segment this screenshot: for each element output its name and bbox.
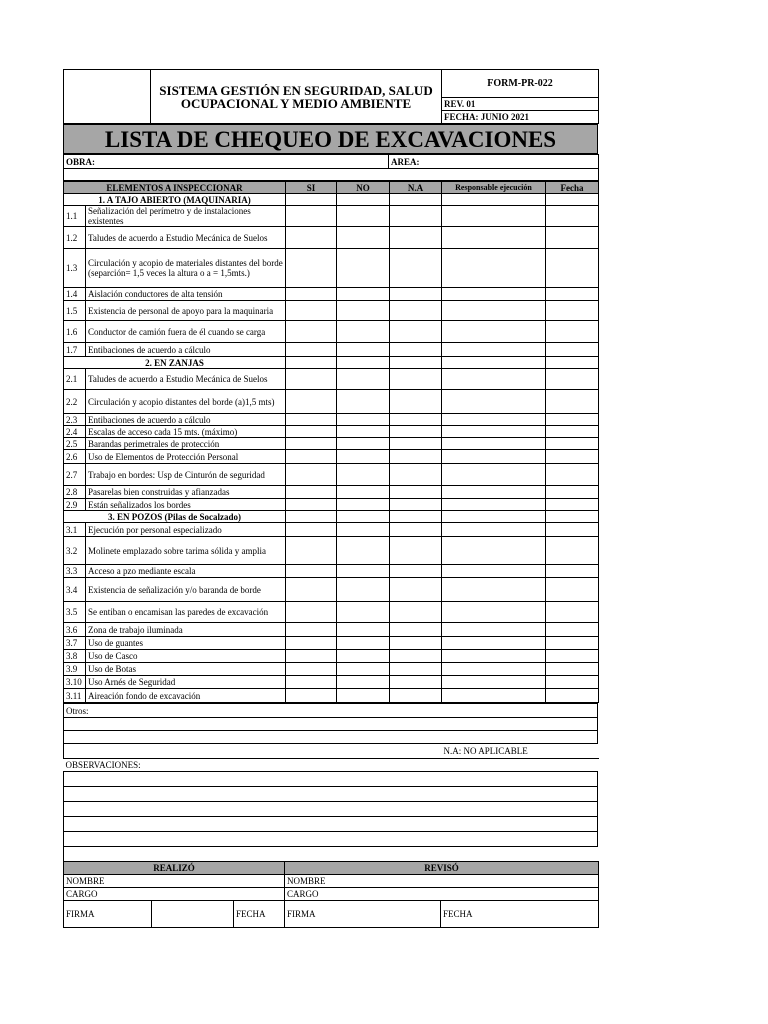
checklist-body	[64, 194, 599, 703]
fecha-cell[interactable]	[546, 206, 599, 227]
responsable-cell[interactable]	[442, 438, 546, 450]
fecha-cell[interactable]	[546, 486, 599, 499]
check-cell	[442, 357, 546, 369]
responsable-cell[interactable]	[442, 426, 546, 438]
na-cell[interactable]	[390, 578, 442, 602]
item-number: 3.1	[64, 523, 86, 537]
fecha-cell[interactable]	[546, 450, 599, 464]
no-cell[interactable]	[337, 578, 390, 602]
si-cell[interactable]	[286, 206, 337, 227]
reviso-cargo-field[interactable]: CARGO	[285, 887, 599, 900]
fecha-cell[interactable]	[546, 523, 599, 537]
fecha-cell[interactable]	[546, 414, 599, 426]
item-number: 3.11	[64, 689, 86, 703]
item-text: Trabajo en bordes: Usp de Cinturón de seguridad	[86, 464, 286, 486]
si-cell[interactable]	[286, 486, 337, 499]
col-header-fecha: Fecha	[546, 182, 599, 194]
na-cell[interactable]	[390, 288, 442, 301]
signature-block	[63, 861, 599, 928]
table-row	[64, 623, 599, 637]
table-row	[64, 390, 599, 414]
no-cell[interactable]	[337, 464, 390, 486]
no-cell[interactable]	[337, 343, 390, 357]
item-number: 1.2	[64, 227, 86, 249]
item-number: 3.2	[64, 537, 86, 565]
na-cell[interactable]	[390, 676, 442, 689]
si-cell[interactable]	[286, 464, 337, 486]
observaciones-line[interactable]	[64, 802, 598, 817]
responsable-cell[interactable]	[442, 650, 546, 663]
item-number: 3.5	[64, 602, 86, 623]
na-cell[interactable]	[390, 390, 442, 414]
item-text: Conductor de camión fuera de él cuando se carga	[86, 321, 286, 343]
table-row	[64, 486, 599, 499]
responsable-cell[interactable]	[442, 565, 546, 578]
na-cell[interactable]	[390, 343, 442, 357]
na-cell[interactable]	[390, 663, 442, 676]
no-cell[interactable]	[337, 426, 390, 438]
no-cell[interactable]	[337, 523, 390, 537]
responsable-cell[interactable]	[442, 523, 546, 537]
responsable-cell[interactable]	[442, 676, 546, 689]
no-cell[interactable]	[337, 227, 390, 249]
item-number: 1.5	[64, 301, 86, 321]
observaciones-block	[63, 759, 598, 861]
item-number: 2.6	[64, 450, 86, 464]
item-text: Existencia de señalización y/o baranda de borde	[86, 578, 286, 602]
check-cell	[442, 511, 546, 523]
item-text: Señalización del perímetro y de instalaciones existentes	[86, 206, 286, 227]
section-title: 3. EN POZOS (Pilas de Socalzado)	[64, 511, 286, 523]
si-cell[interactable]	[286, 602, 337, 623]
item-text: Uso de Casco	[86, 650, 286, 663]
spacer-row	[64, 169, 599, 181]
table-row	[64, 227, 599, 249]
responsable-cell[interactable]	[442, 602, 546, 623]
si-cell[interactable]	[286, 523, 337, 537]
col-header-responsable: Responsable ejecución	[442, 182, 546, 194]
no-cell[interactable]	[337, 689, 390, 703]
na-cell[interactable]	[390, 689, 442, 703]
item-text: Barandas perimetrales de protección	[86, 438, 286, 450]
col-header-no: NO	[337, 182, 390, 194]
blank-row[interactable]	[64, 718, 598, 731]
checklist-table	[63, 181, 599, 703]
item-number: 1.4	[64, 288, 86, 301]
fecha-cell[interactable]	[546, 426, 599, 438]
responsable-cell[interactable]	[442, 663, 546, 676]
logo-area	[64, 70, 151, 124]
na-cell[interactable]	[390, 464, 442, 486]
check-cell	[546, 511, 599, 523]
section-title: 1. A TAJO ABIERTO (MAQUINARIA)	[64, 194, 286, 206]
item-text: Taludes de acuerdo a Estudio Mecánica de Suelos	[86, 369, 286, 390]
si-cell[interactable]	[286, 676, 337, 689]
fecha-cell[interactable]	[546, 676, 599, 689]
item-text: Ejecución por personal especializado	[86, 523, 286, 537]
item-number: 2.1	[64, 369, 86, 390]
na-cell[interactable]	[390, 227, 442, 249]
item-text: Zona de trabajo iluminada	[86, 623, 286, 637]
no-cell[interactable]	[337, 602, 390, 623]
form-header	[63, 69, 599, 124]
no-cell[interactable]	[337, 321, 390, 343]
fecha-cell[interactable]	[546, 227, 599, 249]
table-row	[64, 438, 599, 450]
check-cell	[286, 194, 337, 206]
check-cell	[286, 357, 337, 369]
si-cell[interactable]	[286, 499, 337, 511]
responsable-cell[interactable]	[442, 288, 546, 301]
otros-block	[63, 703, 598, 744]
si-cell[interactable]	[286, 565, 337, 578]
si-cell[interactable]	[286, 426, 337, 438]
na-cell[interactable]	[390, 523, 442, 537]
no-cell[interactable]	[337, 676, 390, 689]
fecha-cell[interactable]	[546, 390, 599, 414]
section-header	[64, 511, 599, 523]
fecha-cell[interactable]	[546, 288, 599, 301]
fecha-cell[interactable]	[546, 343, 599, 357]
table-row	[64, 301, 599, 321]
table-row	[64, 689, 599, 703]
item-number: 2.9	[64, 499, 86, 511]
obra-field[interactable]: OBRA:	[64, 155, 389, 169]
no-cell[interactable]	[337, 369, 390, 390]
no-cell[interactable]	[337, 537, 390, 565]
no-cell[interactable]	[337, 414, 390, 426]
check-cell	[546, 357, 599, 369]
check-cell	[442, 194, 546, 206]
item-text: Taludes de acuerdo a Estudio Mecánica de Suelos	[86, 227, 286, 249]
item-text: Se entiban o encamisan las paredes de excavación	[86, 602, 286, 623]
check-cell	[390, 357, 442, 369]
item-text: Uso Arnés de Seguridad	[86, 676, 286, 689]
reviso-header: REVISÓ	[285, 861, 599, 874]
no-cell[interactable]	[337, 650, 390, 663]
realizo-firma-field[interactable]: FIRMA	[64, 900, 152, 927]
si-cell[interactable]	[286, 390, 337, 414]
na-cell[interactable]	[390, 450, 442, 464]
item-number: 3.4	[64, 578, 86, 602]
si-cell[interactable]	[286, 537, 337, 565]
observaciones-line[interactable]	[64, 847, 598, 861]
observaciones-line[interactable]	[64, 787, 598, 802]
fecha-cell[interactable]	[546, 623, 599, 637]
responsable-cell[interactable]	[442, 537, 546, 565]
table-row	[64, 343, 599, 357]
si-cell[interactable]	[286, 637, 337, 650]
item-text: Entibaciones de acuerdo a cálculo	[86, 414, 286, 426]
si-cell[interactable]	[286, 578, 337, 602]
otros-field[interactable]: Otros:	[64, 704, 598, 718]
table-row	[64, 676, 599, 689]
responsable-cell[interactable]	[442, 321, 546, 343]
na-cell[interactable]	[390, 499, 442, 511]
revision: REV. 01	[442, 98, 599, 111]
check-cell	[337, 357, 390, 369]
table-row	[64, 523, 599, 537]
na-cell[interactable]	[390, 369, 442, 390]
item-text: Uso de guantes	[86, 637, 286, 650]
item-number: 2.3	[64, 414, 86, 426]
si-cell[interactable]	[286, 438, 337, 450]
observaciones-label: OBSERVACIONES:	[65, 759, 141, 770]
item-text: Están señalizados los bordes	[86, 499, 286, 511]
item-text: Aislación conductores de alta tensión	[86, 288, 286, 301]
table-row	[64, 288, 599, 301]
realizo-cargo-field[interactable]: CARGO	[64, 887, 285, 900]
form-date: FECHA: JUNIO 2021	[442, 111, 599, 124]
fecha-cell[interactable]	[546, 321, 599, 343]
item-text: Uso de Botas	[86, 663, 286, 676]
si-cell[interactable]	[286, 623, 337, 637]
no-cell[interactable]	[337, 301, 390, 321]
responsable-cell[interactable]	[442, 369, 546, 390]
item-number: 3.10	[64, 676, 86, 689]
item-number: 2.2	[64, 390, 86, 414]
table-row	[64, 206, 599, 227]
responsable-cell[interactable]	[442, 206, 546, 227]
item-number: 1.6	[64, 321, 86, 343]
si-cell[interactable]	[286, 414, 337, 426]
fecha-cell[interactable]	[546, 499, 599, 511]
checklist-form	[63, 69, 598, 928]
form-code: FORM-PR-022	[442, 70, 599, 98]
fecha-cell[interactable]	[546, 301, 599, 321]
check-cell	[390, 511, 442, 523]
na-cell[interactable]	[390, 321, 442, 343]
na-cell[interactable]	[390, 623, 442, 637]
item-text: Circulación y acopio distantes del borde (a)1,5 mts)	[86, 390, 286, 414]
responsable-cell[interactable]	[442, 301, 546, 321]
responsable-cell[interactable]	[442, 623, 546, 637]
si-cell[interactable]	[286, 321, 337, 343]
no-cell[interactable]	[337, 249, 390, 288]
table-row	[64, 426, 599, 438]
item-number: 3.7	[64, 637, 86, 650]
item-number: 3.8	[64, 650, 86, 663]
fecha-cell[interactable]	[546, 689, 599, 703]
fecha-cell[interactable]	[546, 249, 599, 288]
table-row	[64, 369, 599, 390]
si-cell[interactable]	[286, 689, 337, 703]
fecha-cell[interactable]	[546, 637, 599, 650]
item-number: 3.3	[64, 565, 86, 578]
reviso-fecha-field[interactable]: FECHA	[441, 900, 599, 927]
table-row	[64, 663, 599, 676]
table-row	[64, 637, 599, 650]
fecha-cell[interactable]	[546, 578, 599, 602]
realizo-nombre-field[interactable]: NOMBRE	[64, 874, 285, 887]
item-number: 1.7	[64, 343, 86, 357]
item-number: 2.5	[64, 438, 86, 450]
item-number: 3.9	[64, 663, 86, 676]
check-cell	[337, 511, 390, 523]
item-number: 2.7	[64, 464, 86, 486]
check-cell	[546, 194, 599, 206]
na-legend: N.A: NO APLICABLE	[442, 744, 599, 758]
si-cell[interactable]	[286, 650, 337, 663]
no-cell[interactable]	[337, 390, 390, 414]
item-text: Escalas de acceso cada 15 mts. (máximo)	[86, 426, 286, 438]
item-text: Entibaciones de acuerdo a cálculo	[86, 343, 286, 357]
item-text: Aireación fondo de excavación	[86, 689, 286, 703]
responsable-cell[interactable]	[442, 464, 546, 486]
table-row	[64, 650, 599, 663]
item-text: Existencia de personal de apoyo para la maquinaria	[86, 301, 286, 321]
no-cell[interactable]	[337, 663, 390, 676]
na-cell[interactable]	[390, 602, 442, 623]
table-row	[64, 464, 599, 486]
responsable-cell[interactable]	[442, 486, 546, 499]
fecha-cell[interactable]	[546, 565, 599, 578]
table-row	[64, 499, 599, 511]
fecha-cell[interactable]	[546, 537, 599, 565]
area-field[interactable]: AREA:	[389, 155, 599, 169]
item-number: 2.8	[64, 486, 86, 499]
item-text: Acceso a pzo mediante escala	[86, 565, 286, 578]
org-title: SISTEMA GESTIÓN EN SEGURIDAD, SALUD OCUPACIONAL Y MEDIO AMBIENTE	[151, 70, 442, 124]
observaciones-line[interactable]	[64, 832, 598, 847]
check-cell	[337, 194, 390, 206]
table-row	[64, 578, 599, 602]
col-header-na: N.A	[390, 182, 442, 194]
item-number: 1.1	[64, 206, 86, 227]
na-cell[interactable]	[390, 249, 442, 288]
table-row	[64, 450, 599, 464]
section-header	[64, 194, 599, 206]
section-title: 2. EN ZANJAS	[64, 357, 286, 369]
responsable-cell[interactable]	[442, 499, 546, 511]
si-cell[interactable]	[286, 369, 337, 390]
na-note-row	[63, 744, 599, 759]
fecha-cell[interactable]	[546, 369, 599, 390]
table-row	[64, 602, 599, 623]
no-cell[interactable]	[337, 499, 390, 511]
no-cell[interactable]	[337, 438, 390, 450]
na-cell[interactable]	[390, 537, 442, 565]
blank-row[interactable]	[64, 731, 598, 744]
fecha-cell[interactable]	[546, 602, 599, 623]
col-header-si: SI	[286, 182, 337, 194]
na-cell[interactable]	[390, 650, 442, 663]
si-cell[interactable]	[286, 249, 337, 288]
na-cell[interactable]	[390, 565, 442, 578]
page-title: LISTA DE CHEQUEO DE EXCAVACIONES	[64, 125, 598, 154]
item-text: Pasarelas bien construidas y afianzadas	[86, 486, 286, 499]
responsable-cell[interactable]	[442, 249, 546, 288]
item-number: 2.4	[64, 426, 86, 438]
na-cell[interactable]	[390, 414, 442, 426]
responsable-cell[interactable]	[442, 450, 546, 464]
observaciones-line[interactable]	[64, 817, 598, 832]
no-cell[interactable]	[337, 450, 390, 464]
col-header-elementos: ELEMENTOS A INSPECCIONAR	[64, 182, 286, 194]
si-cell[interactable]	[286, 288, 337, 301]
responsable-cell[interactable]	[442, 637, 546, 650]
na-cell[interactable]	[390, 438, 442, 450]
realizo-header: REALIZÓ	[64, 861, 285, 874]
table-row	[64, 565, 599, 578]
fecha-cell[interactable]	[546, 663, 599, 676]
no-cell[interactable]	[337, 565, 390, 578]
si-cell[interactable]	[286, 343, 337, 357]
responsable-cell[interactable]	[442, 390, 546, 414]
no-cell[interactable]	[337, 206, 390, 227]
item-number: 3.6	[64, 623, 86, 637]
responsable-cell[interactable]	[442, 343, 546, 357]
table-row	[64, 414, 599, 426]
no-cell[interactable]	[337, 486, 390, 499]
table-row	[64, 537, 599, 565]
realizo-firma-box[interactable]	[152, 900, 234, 927]
na-cell[interactable]	[390, 206, 442, 227]
fecha-cell[interactable]	[546, 650, 599, 663]
obra-area-row	[63, 154, 599, 181]
no-cell[interactable]	[337, 637, 390, 650]
si-cell[interactable]	[286, 450, 337, 464]
responsable-cell[interactable]	[442, 227, 546, 249]
no-cell[interactable]	[337, 288, 390, 301]
na-cell[interactable]	[390, 301, 442, 321]
title-block	[63, 124, 598, 154]
fecha-cell[interactable]	[546, 438, 599, 450]
item-text: Molinete emplazado sobre tarima sólida y amplia	[86, 537, 286, 565]
na-cell[interactable]	[390, 486, 442, 499]
si-cell[interactable]	[286, 663, 337, 676]
check-cell	[286, 511, 337, 523]
si-cell[interactable]	[286, 301, 337, 321]
reviso-firma-field[interactable]: FIRMA	[285, 900, 441, 927]
table-row	[64, 321, 599, 343]
responsable-cell[interactable]	[442, 414, 546, 426]
realizo-fecha-field[interactable]: FECHA	[234, 900, 285, 927]
table-row	[64, 249, 599, 288]
fecha-cell[interactable]	[546, 464, 599, 486]
responsable-cell[interactable]	[442, 689, 546, 703]
section-header	[64, 357, 599, 369]
reviso-nombre-field[interactable]: NOMBRE	[285, 874, 599, 887]
item-text: Circulación y acopio de materiales distantes del borde (separción= 1,5 veces la altura o a = 1,5mts.)	[86, 249, 286, 288]
na-cell[interactable]	[390, 426, 442, 438]
check-cell	[390, 194, 442, 206]
na-cell[interactable]	[390, 637, 442, 650]
responsable-cell[interactable]	[442, 578, 546, 602]
observaciones-line[interactable]	[64, 772, 598, 787]
si-cell[interactable]	[286, 227, 337, 249]
item-text: Uso de Elementos de Protección Personal	[86, 450, 286, 464]
item-number: 1.3	[64, 249, 86, 288]
no-cell[interactable]	[337, 623, 390, 637]
